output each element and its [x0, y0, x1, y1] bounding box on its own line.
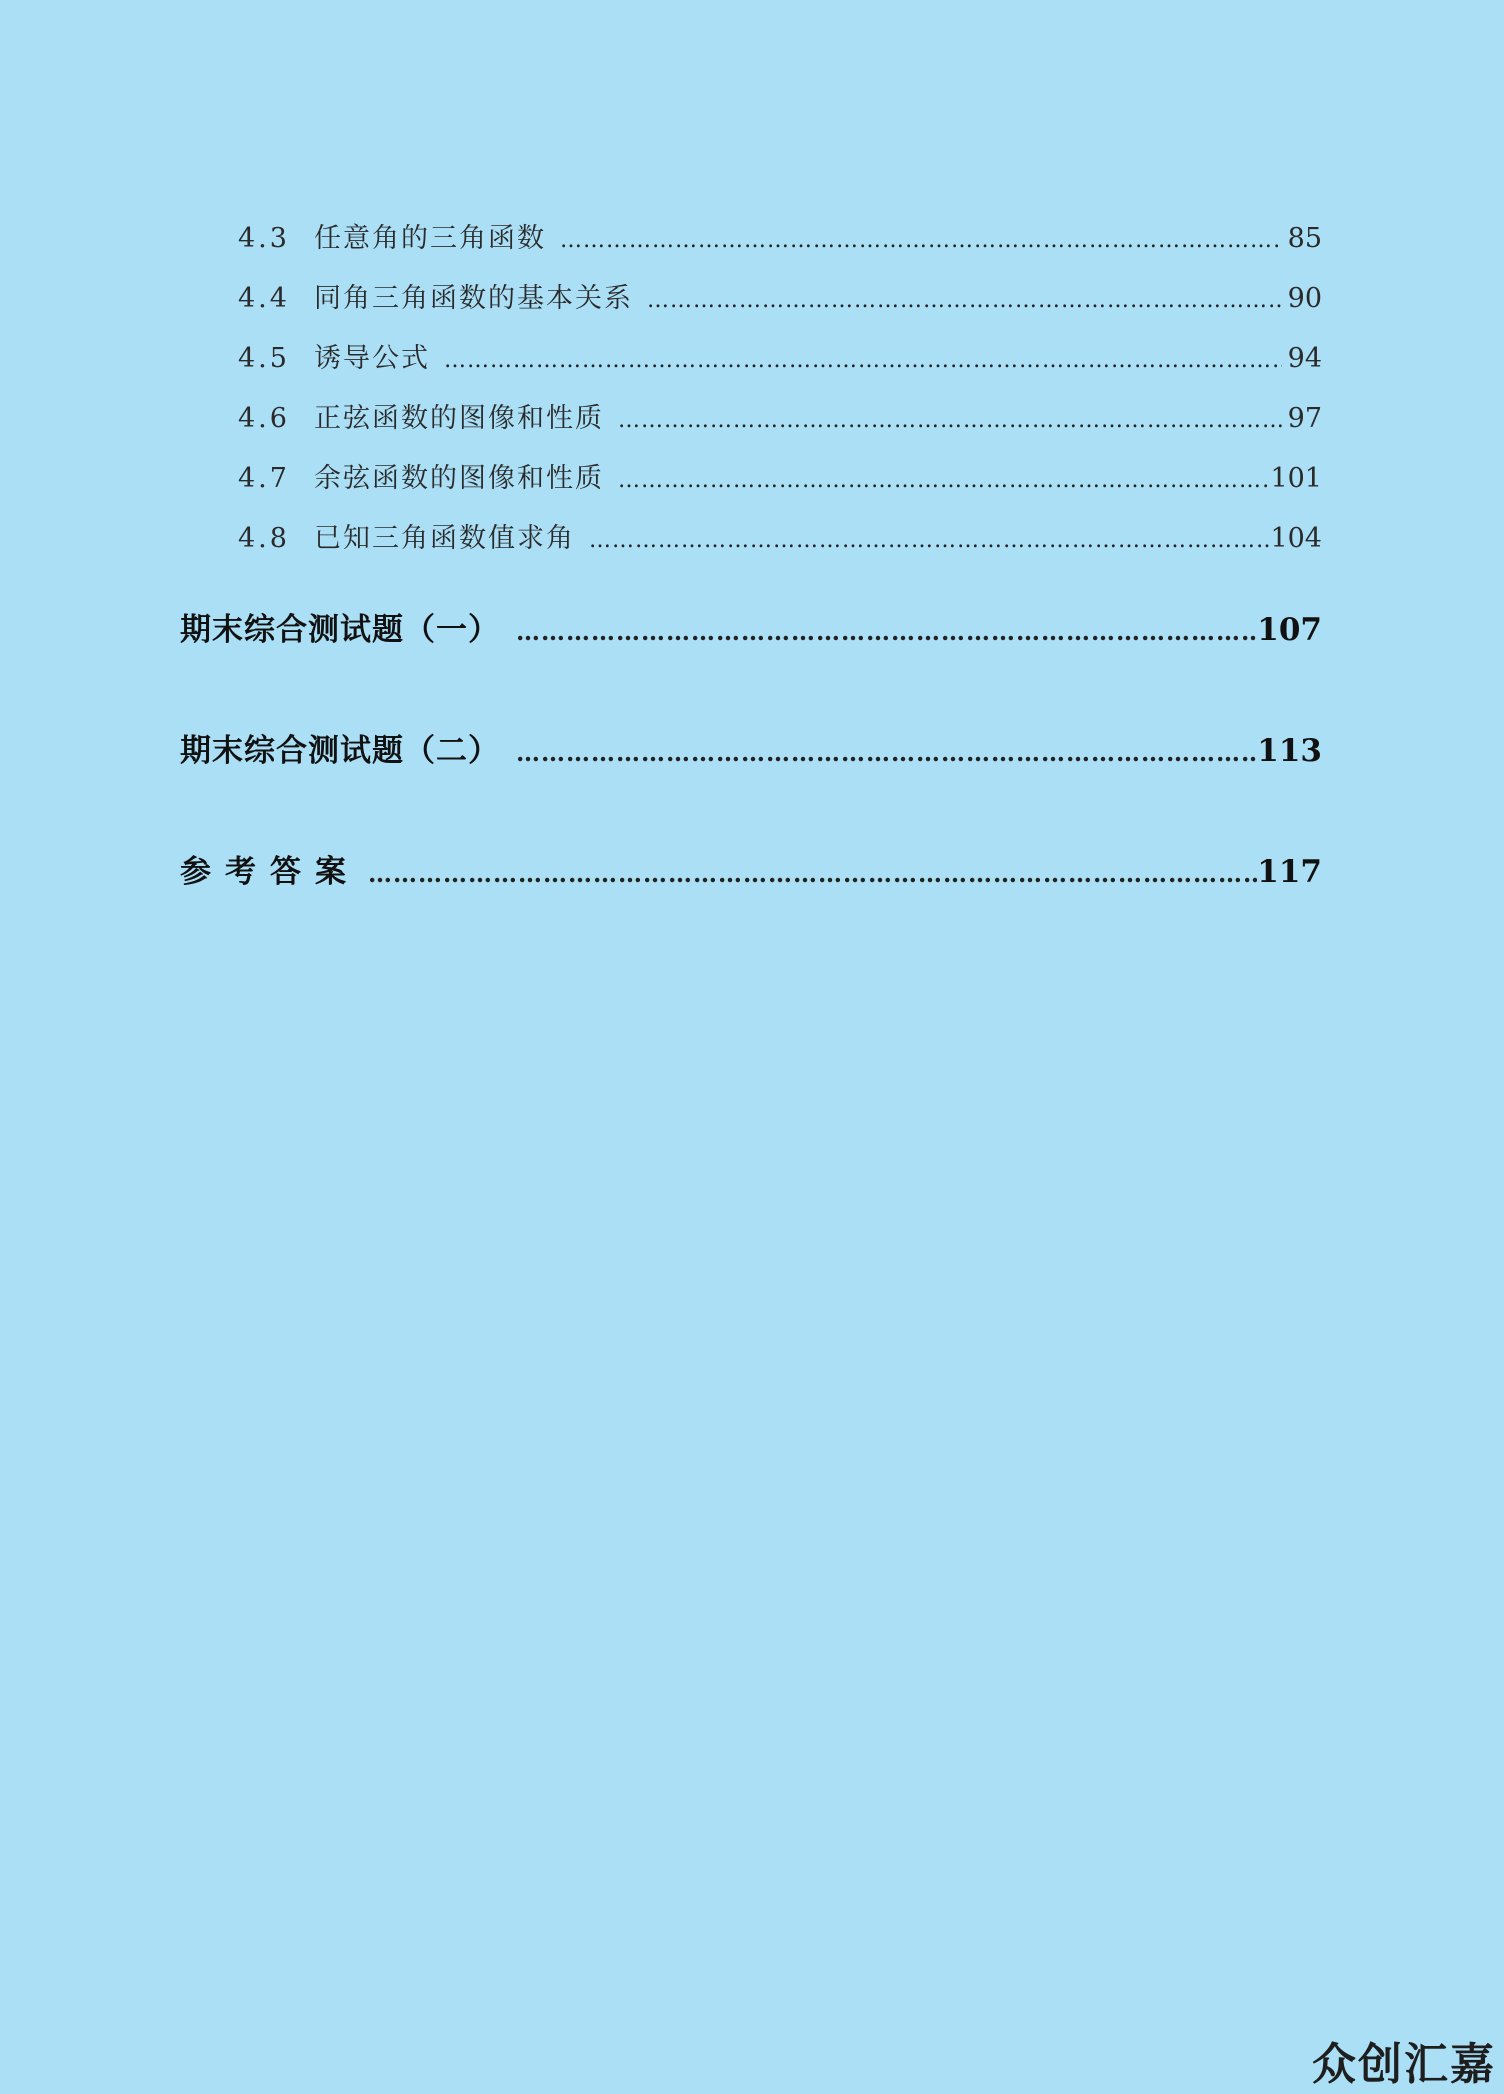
page-number: 90 [1287, 283, 1322, 314]
dot-leader [610, 468, 1270, 493]
chapter-title: 期末综合测试题（二） [180, 733, 500, 769]
dot-leader [610, 408, 1282, 433]
section-title: 已知三角函数值求角 [314, 523, 575, 554]
section-title: 诱导公式 [314, 343, 430, 374]
toc-entry[interactable] [238, 396, 1322, 435]
page-number: 117 [1257, 854, 1322, 890]
toc-entry[interactable] [238, 456, 1322, 495]
dot-leader [436, 348, 1282, 373]
section-title: 正弦函数的图像和性质 [314, 403, 604, 434]
section-number: 4.6 [238, 403, 290, 434]
section-number: 4.7 [238, 463, 290, 494]
page-number: 97 [1287, 403, 1322, 434]
section-number: 4.8 [238, 523, 290, 554]
section-title: 任意角的三角函数 [314, 223, 546, 254]
section-number: 4.3 [238, 223, 290, 254]
page-number: 101 [1270, 463, 1322, 494]
page-number: 85 [1287, 223, 1322, 254]
toc-entry[interactable] [238, 336, 1322, 375]
chapter-title: 期末综合测试题（一） [180, 612, 500, 648]
section-title: 余弦函数的图像和性质 [314, 463, 604, 494]
toc-entry[interactable] [238, 276, 1322, 315]
section-title: 同角三角函数的基本关系 [314, 283, 633, 314]
dot-leader [581, 528, 1270, 553]
dot-leader [360, 859, 1257, 888]
section-number: 4.5 [238, 343, 290, 374]
dot-leader [508, 617, 1257, 646]
watermark-logo: 众创汇嘉 [1312, 2039, 1496, 2090]
dot-leader [639, 288, 1282, 313]
toc-chapter-entry[interactable] [180, 725, 1322, 770]
section-number: 4.4 [238, 283, 290, 314]
page-number: 104 [1270, 523, 1322, 554]
page-number: 94 [1287, 343, 1322, 374]
dot-leader [508, 738, 1257, 767]
toc-chapter-entry[interactable] [180, 846, 1322, 891]
toc-entry[interactable] [238, 216, 1322, 255]
page-number: 107 [1257, 612, 1322, 648]
chapter-title: 参考答案 [180, 854, 360, 890]
page-number: 113 [1257, 733, 1322, 769]
toc-chapter-entry[interactable] [180, 604, 1322, 649]
dot-leader [552, 228, 1282, 253]
toc-entry[interactable] [238, 516, 1322, 555]
